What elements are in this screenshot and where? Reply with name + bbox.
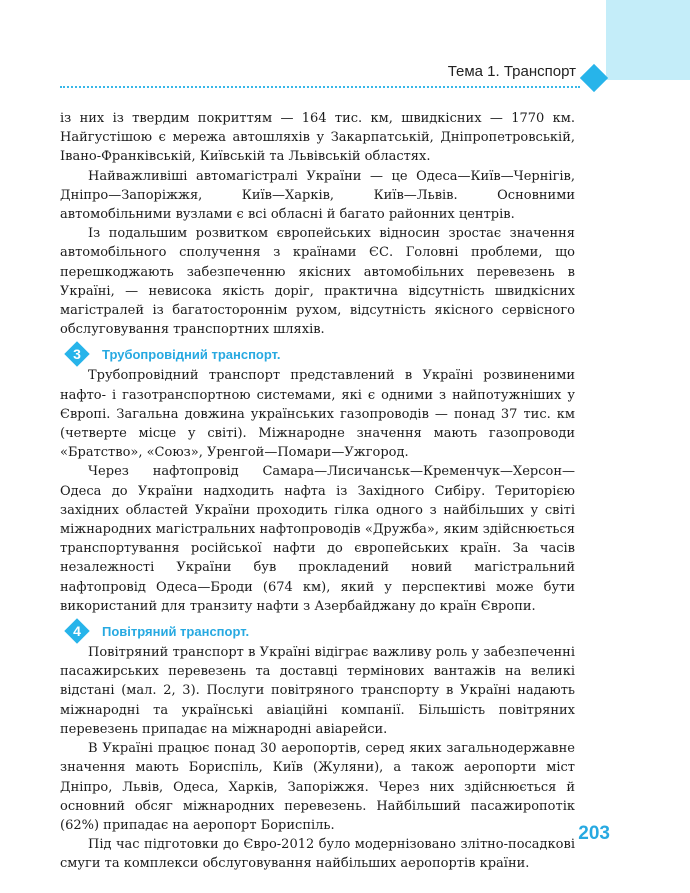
header-divider [60,86,580,91]
paragraph: Через нафтопровід Самара—Лисичанськ—Кременчук—Херсон—Одеса до України надходить нафта із Західного Сибіру. Територією західних областей України проходить гілка одного з найбільших у світі міжнародних магістральних нафтопроводів «Дружба», яким здійснюється транспортування російської нафти до європейських країн. За часів незалежності України був прокладений новий магістральний нафтопровід Одеса—Броди (674 км), який у перспективі може бути використаний для транзиту нафти з Азербайджану до країн Європи. [60,464,575,614]
section-number-badge: 3 [64,341,90,367]
page-body [60,109,575,874]
section-heading-air [60,619,575,643]
paragraph: Із подальшим розвитком європейських відносин зростає значення автомобільного сполучення з країнами ЄС. Головні проблеми, що перешкоджають забезпеченню якісних автомобільних перевезень в Україні, — невисока якість доріг, практична відсутність швидкісних магістралей із багатостороннім рухом, відсутність якісного сервісного обслуговування транспортних шляхів. [60,226,575,338]
paragraph: В Україні працює понад 30 аеропортів, серед яких загальнодержавне значення мають Бориспіль, Київ (Жуляни), а також аеропорти міст Дніпро, Львів, Одеса, Харків, Запоріжжя. Через них здійснюється й основний обсяг міжнародних перевезень. Найбільший пасажиропотік (62%) припадає на аеропорт Бориспіль. [60,741,575,833]
paragraph: Найважливіші автомагістралі України — це Одеса—Київ—Чернігів, Дніпро—Запоріжжя, Київ—Харків, Київ—Львів. Основними автомобільними вузлами є всі обласні й багато районних центрів. [60,168,575,223]
diamond-marker-icon [580,64,608,92]
section-title: Трубопровідний транспорт. [102,347,281,363]
paragraph: Під час підготовки до Євро-2012 було модернізовано злітно-посадкові смуги та комплекси обслуговування найбільших аеропортів країни. [60,837,575,872]
section-number-badge: 4 [64,618,90,644]
page-number: 203 [578,823,610,844]
corner-tab [606,0,690,80]
paragraph: із них із твердим покриттям — 164 тис. км, швидкісних — 1770 км. Найгустішою є мережа автошляхів у Закарпатській, Дніпропетровській, Івано-Франківській, Київській та Львівській областях. [60,111,575,165]
section-heading-pipeline [60,342,575,366]
paragraph: Трубопровідний транспорт представлений в Україні розвиненими нафто- і газотранспортною системами, які є одними з найпотужніших у Європі. Загальна довжина українських газопроводів — понад 37 тис. км (четверте місце у світі). Міжнародне значення мають газопроводи «Братство», «Союз», Уренгой—Помари—Ужгород. [60,368,575,461]
section-title: Повітряний транспорт. [102,624,250,640]
chapter-title: Тема 1. Транспорт [447,63,576,80]
paragraph: Повітряний транспорт в Україні відіграє важливу роль у забезпеченні пасажирських перевезень та доставці термінових вантажів на великі відстані (мал. 2, 3). Послуги повітряного транспорту в Україні надають міжнародні та українські авіаційні компанії. Більшість повітряних перевезень припадає на міжнародні авіарейси. [60,645,575,737]
